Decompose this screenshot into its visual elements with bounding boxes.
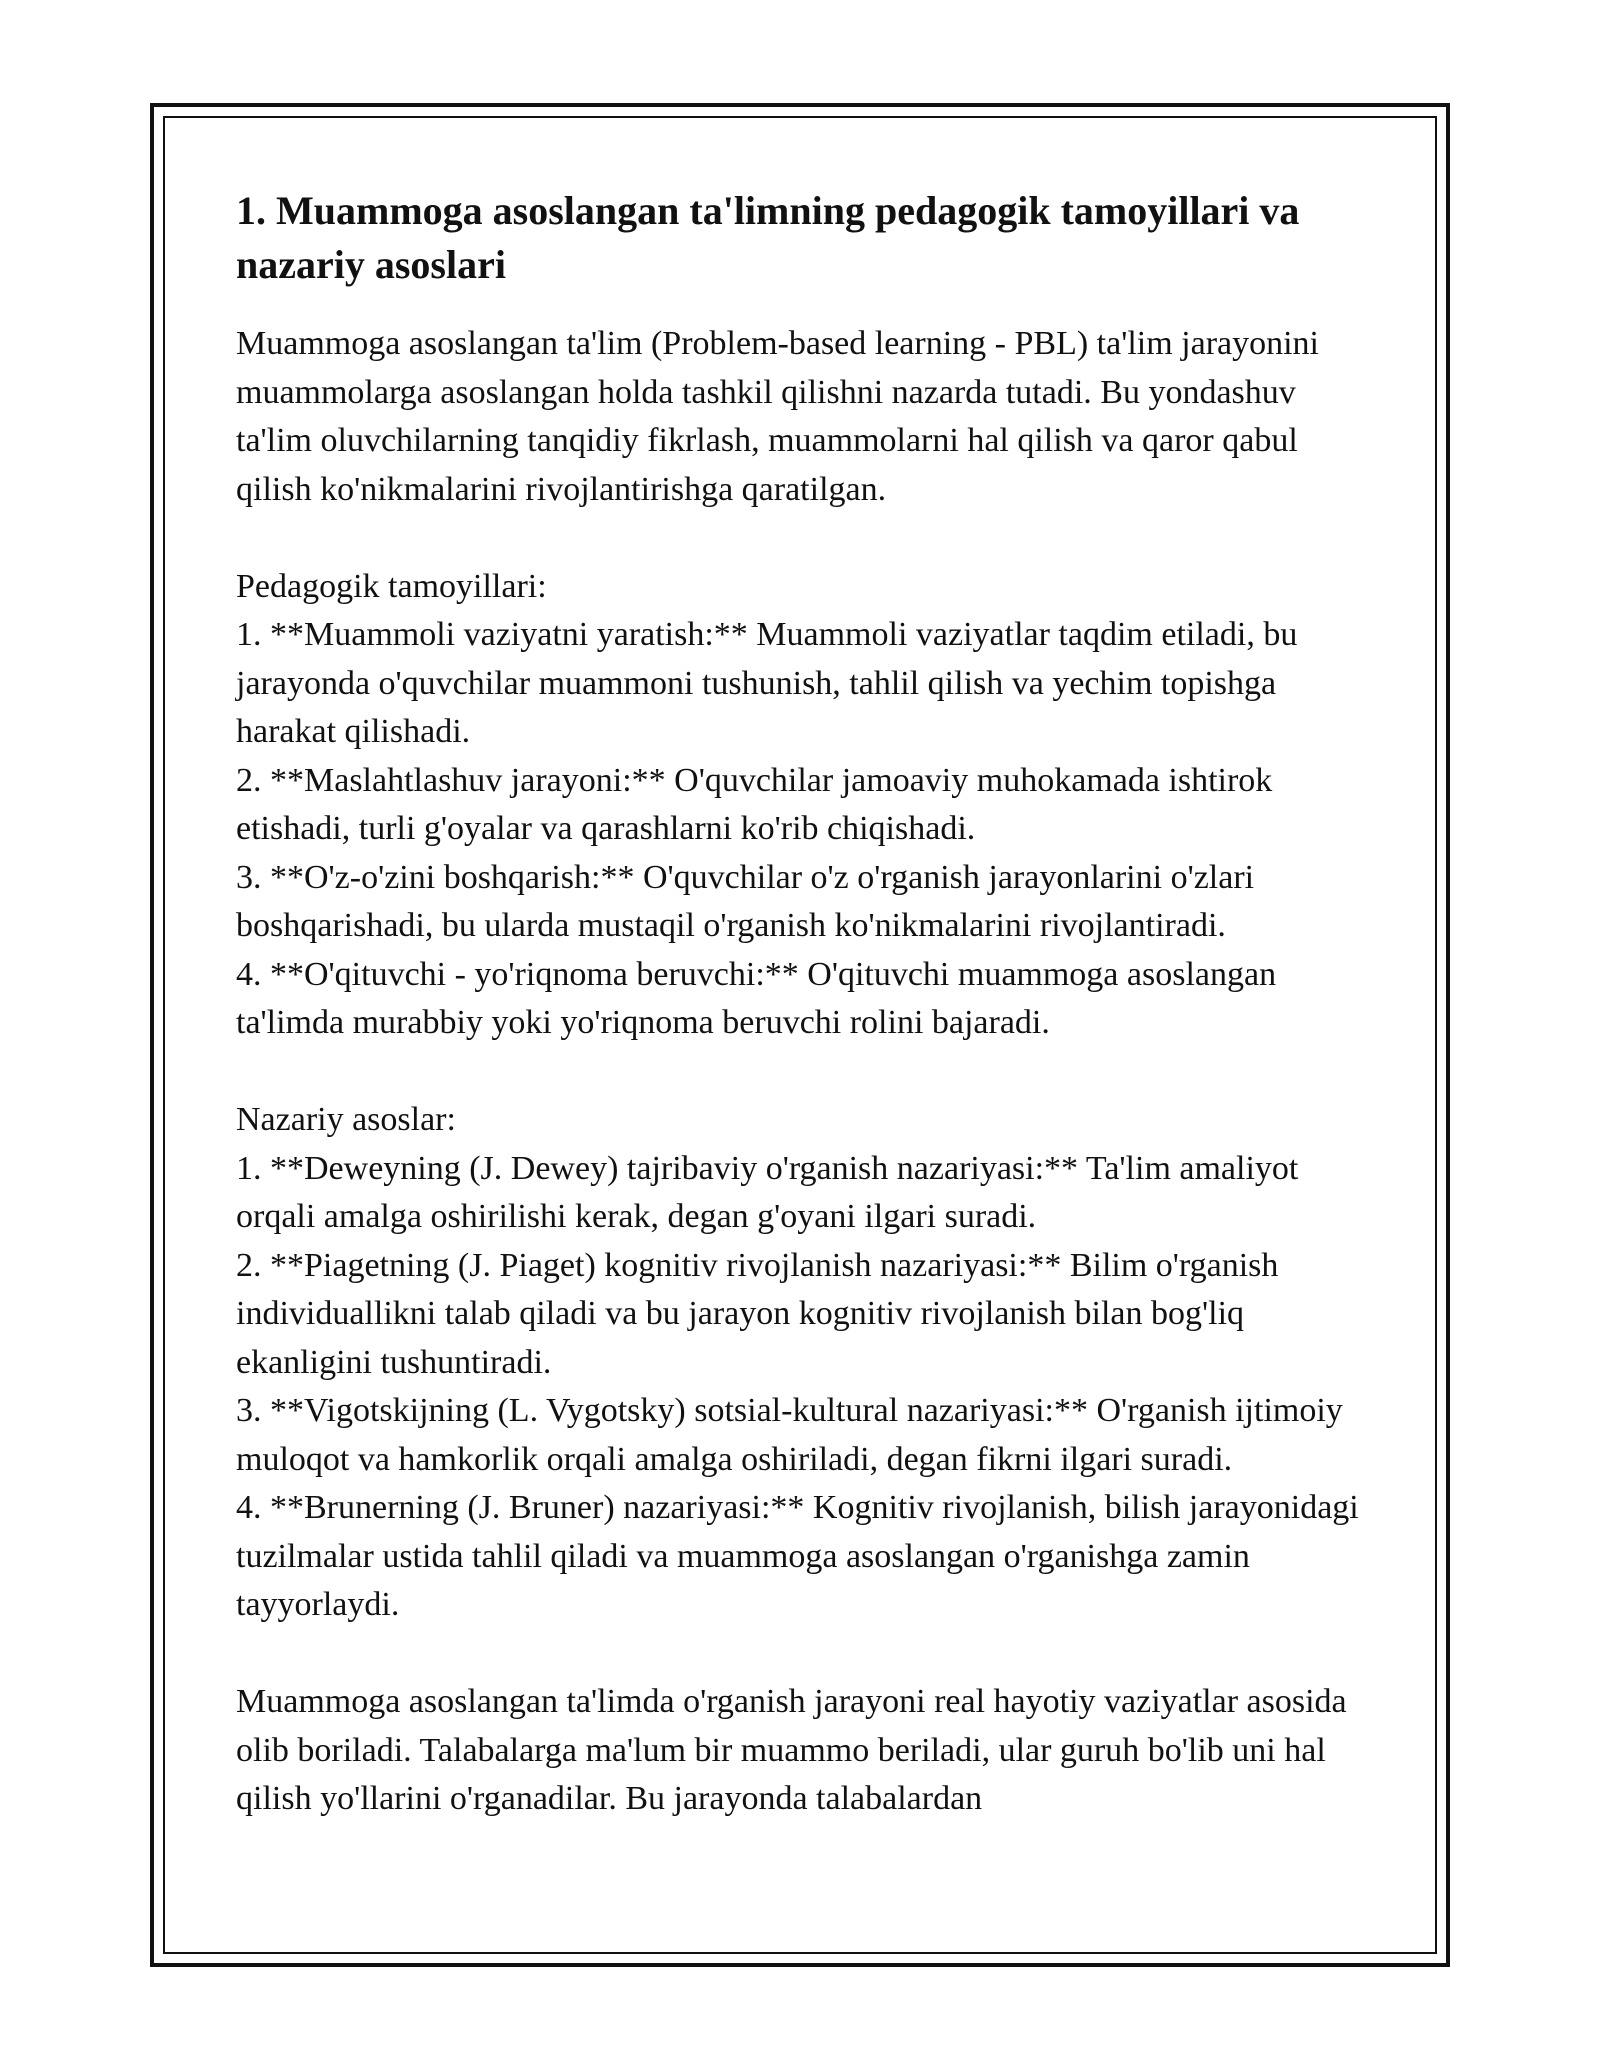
- closing-paragraph: Muammoga asoslangan ta'limda o'rganish jarayoni real hayotiy vaziyatlar asosida olib boriladi. Talabalarga ma'lum bir muammo beriladi, ular guruh bo'lib uni hal qilish yo'llarini o'rganadilar. Bu jarayonda talabalardan: [236, 1683, 1347, 1817]
- principle-item: 3. **O'z-o'zini boshqarish:** O'quvchilar o'z o'rganish jarayonlarini o'zlari boshqarishadi, bu ularda mustaqil o'rganish ko'nikmalarini rivojlantiradi.: [236, 858, 1255, 944]
- theories-title: Nazariy asoslar:: [236, 1101, 456, 1138]
- theory-item: 1. **Deweyning (J. Dewey) tajribaviy o'rganish nazariyasi:** Ta'lim amaliyot orqali amalga oshirilishi kerak, degan g'oyani ilgari suradi.: [236, 1149, 1299, 1235]
- closing-block: [236, 1678, 1376, 1824]
- principles-title: Pedagogik tamoyillari:: [236, 567, 547, 605]
- principle-item: 1. **Muammoli vaziyatni yaratish:** Muammoli vaziyatlar taqdim etiladi, bu jarayonda o'quvchilar muammoni tushunish, tahlil qilish va yechim topishga harakat qilishadi.: [236, 616, 1298, 750]
- theory-item: 2. **Piagetning (J. Piaget) kognitiv rivojlanish nazariyasi:** Bilim o'rganish individuallikni talab qiladi va bu jarayon kognitiv rivojlanish bilan bog'liq ekanligini tushuntiradi.: [236, 1246, 1279, 1381]
- section-heading: 1. Muammoga asoslangan ta'limning pedagogik tamoyillari va nazariy asoslari: [236, 188, 1300, 287]
- theory-item: 4. **Brunerning (J. Bruner) nazariyasi:** Kognitiv rivojlanish, bilish jarayonidagi tuzilmalar ustida tahlil qiladi va muammoga asoslangan o'rganishga zamin tayyorlaydi.: [236, 1489, 1359, 1623]
- intro-block: [236, 320, 1376, 514]
- principle-item: 4. **O'qituvchi - yo'riqnoma beruvchi:** O'qituvchi muammoga asoslangan ta'limda murabbiy yoki yo'riqnoma beruvchi rolini bajaradi.: [236, 955, 1277, 1041]
- principle-item: 2. **Maslahtlashuv jarayoni:** O'quvchilar jamoaviy muhokamada ishtirok etishadi, turli g'oyalar va qarashlarni ko'rib chiqishadi.: [236, 761, 1273, 847]
- intro-paragraph: Muammoga asoslangan ta'lim (Problem-based learning - PBL) ta'lim jarayonini muammolarga asoslangan holda tashkil qilishni nazarda tutadi. Bu yondashuv ta'lim oluvchilarning tanqidiy fikrlash, muammolarni hal qilish va qaror qabul qilish ko'nikmalarini rivojlantirishga qaratilgan.: [236, 325, 1320, 508]
- theory-item: 3. **Vigotskijning (L. Vygotsky) sotsial-kultural nazariyasi:** O'rganish ijtimoiy muloqot va hamkorlik orqali amalga oshiriladi, degan fikrni ilgari suradi.: [236, 1392, 1343, 1478]
- theories-block: [236, 1096, 1376, 1630]
- principles-block: [236, 563, 1376, 1048]
- document-content: [236, 184, 1376, 1824]
